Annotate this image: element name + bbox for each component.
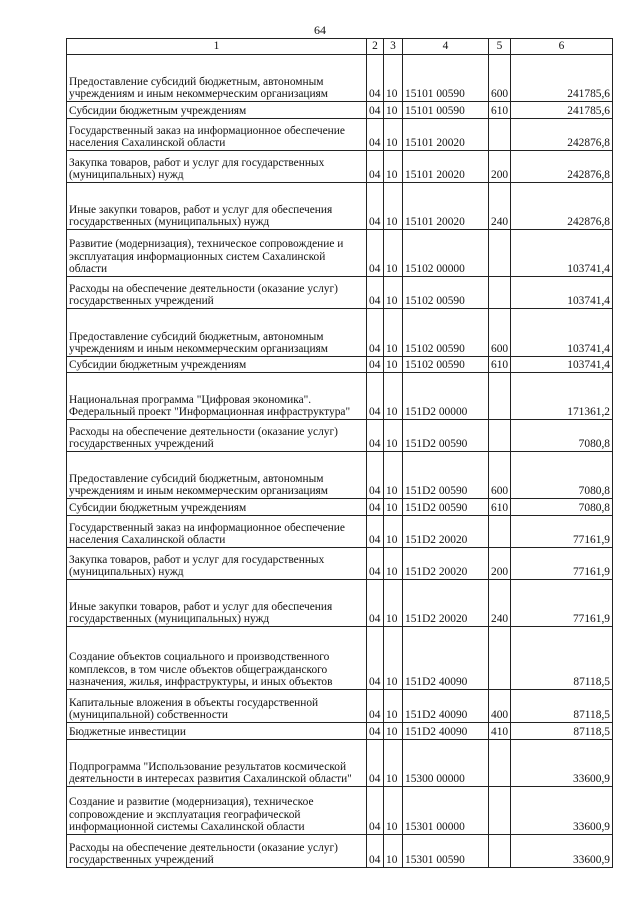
section-code: 04 — [367, 580, 384, 627]
section-code: 04 — [367, 373, 384, 420]
section-code: 04 — [367, 835, 384, 868]
amount-value: 7080,8 — [511, 452, 613, 499]
amount-value: 242876,8 — [511, 151, 613, 183]
target-article-code: 15102 00590 — [403, 357, 489, 373]
section-code: 04 — [367, 183, 384, 230]
table-row — [67, 516, 613, 548]
table-row — [67, 420, 613, 452]
amount-value: 103741,4 — [511, 309, 613, 357]
target-article-code: 15301 00000 — [403, 787, 489, 835]
table-row — [67, 373, 613, 420]
row-description: Создание и развитие (модернизация), техническое сопровождение и эксплуатация географической информационной системы Сахалинской области — [67, 787, 367, 835]
subsection-code: 10 — [384, 183, 403, 230]
row-description: Предоставление субсидий бюджетным, автономным учреждениям и иным некоммерческим организациям — [67, 55, 367, 102]
expense-type-code: 240 — [489, 183, 511, 230]
amount-value: 87118,5 — [511, 627, 613, 690]
row-description: Закупка товаров, работ и услуг для государственных (муниципальных) нужд — [67, 151, 367, 183]
target-article-code: 15101 20020 — [403, 183, 489, 230]
expense-type-code — [489, 420, 511, 452]
amount-value: 103741,4 — [511, 230, 613, 277]
expense-type-code: 400 — [489, 690, 511, 723]
section-code: 04 — [367, 420, 384, 452]
section-code: 04 — [367, 548, 384, 580]
section-code: 04 — [367, 277, 384, 309]
amount-value: 241785,6 — [511, 102, 613, 119]
row-description: Подпрограмма "Использование результатов космической деятельности в интересах развития Сахалинской области" — [67, 740, 367, 787]
expense-type-code: 610 — [489, 499, 511, 516]
expense-type-code — [489, 373, 511, 420]
target-article-code: 15301 00590 — [403, 835, 489, 868]
subsection-code: 10 — [384, 452, 403, 499]
target-article-code: 151D2 00000 — [403, 373, 489, 420]
amount-value: 7080,8 — [511, 499, 613, 516]
row-description: Государственный заказ на информационное обеспечение населения Сахалинской области — [67, 516, 367, 548]
row-description: Развитие (модернизация), техническое сопровождение и эксплуатация информационных систем Сахалинской области — [67, 230, 367, 277]
target-article-code: 15300 00000 — [403, 740, 489, 787]
expense-type-code — [489, 787, 511, 835]
table-row — [67, 499, 613, 516]
section-code: 04 — [367, 102, 384, 119]
row-description: Расходы на обеспечение деятельности (оказание услуг) государственных учреждений — [67, 420, 367, 452]
target-article-code: 151D2 40090 — [403, 627, 489, 690]
table-row — [67, 309, 613, 357]
table-row — [67, 452, 613, 499]
table-row — [67, 183, 613, 230]
subsection-code: 10 — [384, 230, 403, 277]
expense-type-code — [489, 627, 511, 690]
subsection-code: 10 — [384, 835, 403, 868]
table-row — [67, 627, 613, 690]
subsection-code: 10 — [384, 787, 403, 835]
section-code: 04 — [367, 740, 384, 787]
section-code: 04 — [367, 723, 384, 740]
target-article-code: 151D2 20020 — [403, 580, 489, 627]
table-row — [67, 548, 613, 580]
header-row — [67, 39, 613, 55]
table-row — [67, 787, 613, 835]
column-header: 6 — [511, 39, 613, 55]
expense-type-code: 600 — [489, 452, 511, 499]
target-article-code: 151D2 00590 — [403, 499, 489, 516]
subsection-code: 10 — [384, 357, 403, 373]
section-code: 04 — [367, 119, 384, 151]
target-article-code: 151D2 20020 — [403, 516, 489, 548]
expense-type-code: 200 — [489, 548, 511, 580]
target-article-code: 15101 20020 — [403, 119, 489, 151]
amount-value: 33600,9 — [511, 740, 613, 787]
subsection-code: 10 — [384, 102, 403, 119]
row-description: Закупка товаров, работ и услуг для государственных (муниципальных) нужд — [67, 548, 367, 580]
table-row — [67, 102, 613, 119]
subsection-code: 10 — [384, 55, 403, 102]
target-article-code: 15101 20020 — [403, 151, 489, 183]
amount-value: 171361,2 — [511, 373, 613, 420]
budget-table — [66, 38, 613, 868]
row-description: Расходы на обеспечение деятельности (оказание услуг) государственных учреждений — [67, 277, 367, 309]
target-article-code: 15102 00590 — [403, 309, 489, 357]
target-article-code: 151D2 00590 — [403, 452, 489, 499]
section-code: 04 — [367, 516, 384, 548]
table-row — [67, 357, 613, 373]
column-header: 3 — [384, 39, 403, 55]
target-article-code: 151D2 40090 — [403, 690, 489, 723]
subsection-code: 10 — [384, 309, 403, 357]
section-code: 04 — [367, 690, 384, 723]
section-code: 04 — [367, 452, 384, 499]
subsection-code: 10 — [384, 119, 403, 151]
expense-type-code — [489, 516, 511, 548]
expense-type-code: 240 — [489, 580, 511, 627]
amount-value: 241785,6 — [511, 55, 613, 102]
table-row — [67, 723, 613, 740]
expense-type-code — [489, 740, 511, 787]
row-description: Бюджетные инвестиции — [67, 723, 367, 740]
row-description: Государственный заказ на информационное обеспечение населения Сахалинской области — [67, 119, 367, 151]
section-code: 04 — [367, 230, 384, 277]
section-code: 04 — [367, 499, 384, 516]
target-article-code: 15101 00590 — [403, 55, 489, 102]
expense-type-code: 610 — [489, 102, 511, 119]
expense-type-code: 610 — [489, 357, 511, 373]
amount-value: 77161,9 — [511, 580, 613, 627]
subsection-code: 10 — [384, 420, 403, 452]
table-row — [67, 151, 613, 183]
row-description: Субсидии бюджетным учреждениям — [67, 357, 367, 373]
section-code: 04 — [367, 787, 384, 835]
subsection-code: 10 — [384, 740, 403, 787]
expense-type-code — [489, 230, 511, 277]
table-body — [67, 55, 613, 868]
amount-value: 7080,8 — [511, 420, 613, 452]
table-row — [67, 55, 613, 102]
table-row — [67, 835, 613, 868]
column-header: 2 — [367, 39, 384, 55]
expense-type-code: 600 — [489, 309, 511, 357]
amount-value: 242876,8 — [511, 183, 613, 230]
amount-value: 242876,8 — [511, 119, 613, 151]
table-row — [67, 230, 613, 277]
amount-value: 77161,9 — [511, 516, 613, 548]
subsection-code: 10 — [384, 516, 403, 548]
amount-value: 77161,9 — [511, 548, 613, 580]
section-code: 04 — [367, 55, 384, 102]
expense-type-code — [489, 835, 511, 868]
table-row — [67, 580, 613, 627]
table-row — [67, 740, 613, 787]
target-article-code: 151D2 40090 — [403, 723, 489, 740]
expense-type-code: 600 — [489, 55, 511, 102]
amount-value: 87118,5 — [511, 723, 613, 740]
row-description: Субсидии бюджетным учреждениям — [67, 102, 367, 119]
column-header: 4 — [403, 39, 489, 55]
row-description: Национальная программа "Цифровая экономика". Федеральный проект "Информационная инфраструктура" — [67, 373, 367, 420]
section-code: 04 — [367, 309, 384, 357]
amount-value: 33600,9 — [511, 835, 613, 868]
expense-type-code — [489, 119, 511, 151]
subsection-code: 10 — [384, 373, 403, 420]
row-description: Капитальные вложения в объекты государственной (муниципальной) собственности — [67, 690, 367, 723]
target-article-code: 151D2 00590 — [403, 420, 489, 452]
target-article-code: 151D2 20020 — [403, 548, 489, 580]
subsection-code: 10 — [384, 723, 403, 740]
amount-value: 103741,4 — [511, 357, 613, 373]
subsection-code: 10 — [384, 580, 403, 627]
row-description: Иные закупки товаров, работ и услуг для обеспечения государственных (муниципальных) нужд — [67, 183, 367, 230]
table-row — [67, 690, 613, 723]
amount-value: 87118,5 — [511, 690, 613, 723]
row-description: Субсидии бюджетным учреждениям — [67, 499, 367, 516]
expense-type-code: 200 — [489, 151, 511, 183]
expense-type-code — [489, 277, 511, 309]
subsection-code: 10 — [384, 277, 403, 309]
subsection-code: 10 — [384, 627, 403, 690]
section-code: 04 — [367, 151, 384, 183]
subsection-code: 10 — [384, 499, 403, 516]
amount-value: 103741,4 — [511, 277, 613, 309]
amount-value: 33600,9 — [511, 787, 613, 835]
column-header: 5 — [489, 39, 511, 55]
table-row — [67, 119, 613, 151]
row-description: Предоставление субсидий бюджетным, автономным учреждениям и иным некоммерческим организациям — [67, 452, 367, 499]
row-description: Иные закупки товаров, работ и услуг для обеспечения государственных (муниципальных) нужд — [67, 580, 367, 627]
section-code: 04 — [367, 357, 384, 373]
page-number: 64 — [314, 23, 326, 37]
target-article-code: 15101 00590 — [403, 102, 489, 119]
row-description: Создание объектов социального и производственного комплексов, в том числе объектов общегражданского назначения, жилья, инфраструктуры, и иных объектов — [67, 627, 367, 690]
target-article-code: 15102 00000 — [403, 230, 489, 277]
target-article-code: 15102 00590 — [403, 277, 489, 309]
subsection-code: 10 — [384, 690, 403, 723]
row-description: Предоставление субсидий бюджетным, автономным учреждениям и иным некоммерческим организациям — [67, 309, 367, 357]
subsection-code: 10 — [384, 151, 403, 183]
table-row — [67, 277, 613, 309]
row-description: Расходы на обеспечение деятельности (оказание услуг) государственных учреждений — [67, 835, 367, 868]
column-header: 1 — [67, 39, 367, 55]
subsection-code: 10 — [384, 548, 403, 580]
section-code: 04 — [367, 627, 384, 690]
expense-type-code: 410 — [489, 723, 511, 740]
